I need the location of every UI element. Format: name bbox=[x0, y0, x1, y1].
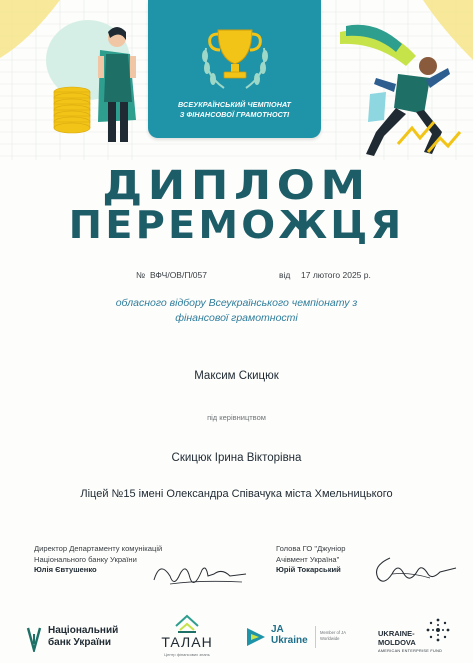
signatory-right-name: Юрій Токарський bbox=[276, 565, 341, 574]
umef-starburst-icon bbox=[424, 616, 452, 644]
certificate-number: ВФЧ/ОВ/П/057 bbox=[150, 270, 207, 280]
umef-subtitle: AMERICAN ENTERPRISE FUND bbox=[378, 649, 443, 653]
talan-emblem-icon bbox=[172, 614, 202, 634]
date-label: від bbox=[279, 270, 291, 280]
trophy-icon bbox=[196, 18, 274, 96]
signatory-left-name: Юлія Євтушенко bbox=[34, 565, 97, 574]
mentor-name: Скицюк Ірина Вікторівна bbox=[171, 452, 302, 464]
nbu-name-line1: Національний bbox=[48, 625, 119, 636]
signatory-left-position1: Директор Департаменту комунікацій bbox=[34, 544, 163, 553]
runner-illustration bbox=[336, 22, 466, 172]
ja-name: Ukraine bbox=[271, 635, 308, 646]
talan-subtitle: Центр фінансових знань bbox=[164, 652, 210, 657]
nbu-name-line2: банк України bbox=[48, 637, 112, 648]
nbu-emblem-icon bbox=[26, 626, 42, 652]
competition-description bbox=[60, 296, 413, 326]
talan-name: ТАЛАН bbox=[161, 634, 213, 650]
heroine-illustration bbox=[40, 10, 150, 160]
number-label: № bbox=[136, 270, 146, 280]
certificate-date: 17 лютого 2025 р. bbox=[301, 270, 371, 280]
signatory-right-position2: Ачівмент Україна" bbox=[276, 554, 340, 564]
ja-divider bbox=[315, 626, 316, 648]
diploma-title: ДИПЛОМ bbox=[102, 163, 371, 209]
school-name: Ліцей №15 імені Олександра Співачука міста Хмельницького bbox=[80, 488, 393, 500]
talan-logo bbox=[152, 614, 222, 660]
badge-title-line2: З ФІНАНСОВОЇ ГРАМОТНОСТІ bbox=[179, 109, 290, 119]
ja-member-note: Member of JA Worldwide bbox=[320, 630, 346, 641]
signatory-right-position1: Голова ГО "Джуніор bbox=[276, 544, 346, 553]
nbu-logo bbox=[26, 624, 136, 654]
umef-name-line2: MOLDOVA bbox=[378, 637, 416, 647]
supervision-label: під керівництвом bbox=[207, 413, 266, 422]
ja-ukraine-logo bbox=[245, 622, 357, 654]
umef-name-line1: UKRAINE- bbox=[378, 629, 415, 638]
badge-title-line1: ВСЕУКРАЇНСЬКИЙ ЧЕМПІОНАТ bbox=[177, 100, 292, 109]
signature-left bbox=[150, 556, 250, 596]
competition-line2: фінансової грамотності bbox=[175, 312, 298, 324]
badge-title bbox=[148, 100, 321, 119]
signature-right bbox=[370, 548, 460, 592]
championship-badge bbox=[148, 0, 321, 138]
umef-logo bbox=[378, 616, 468, 660]
signatory-left-position2: Національного банку України bbox=[34, 554, 137, 564]
winner-name: Максим Скицюк bbox=[194, 370, 279, 382]
ja-emblem-icon bbox=[245, 626, 267, 648]
ja-mark: JA bbox=[271, 624, 284, 635]
competition-line1: обласного відбору Всеукраїнського чемпіонату з bbox=[115, 297, 358, 309]
diploma-subtitle: ПЕРЕМОЖЦЯ bbox=[68, 203, 405, 247]
